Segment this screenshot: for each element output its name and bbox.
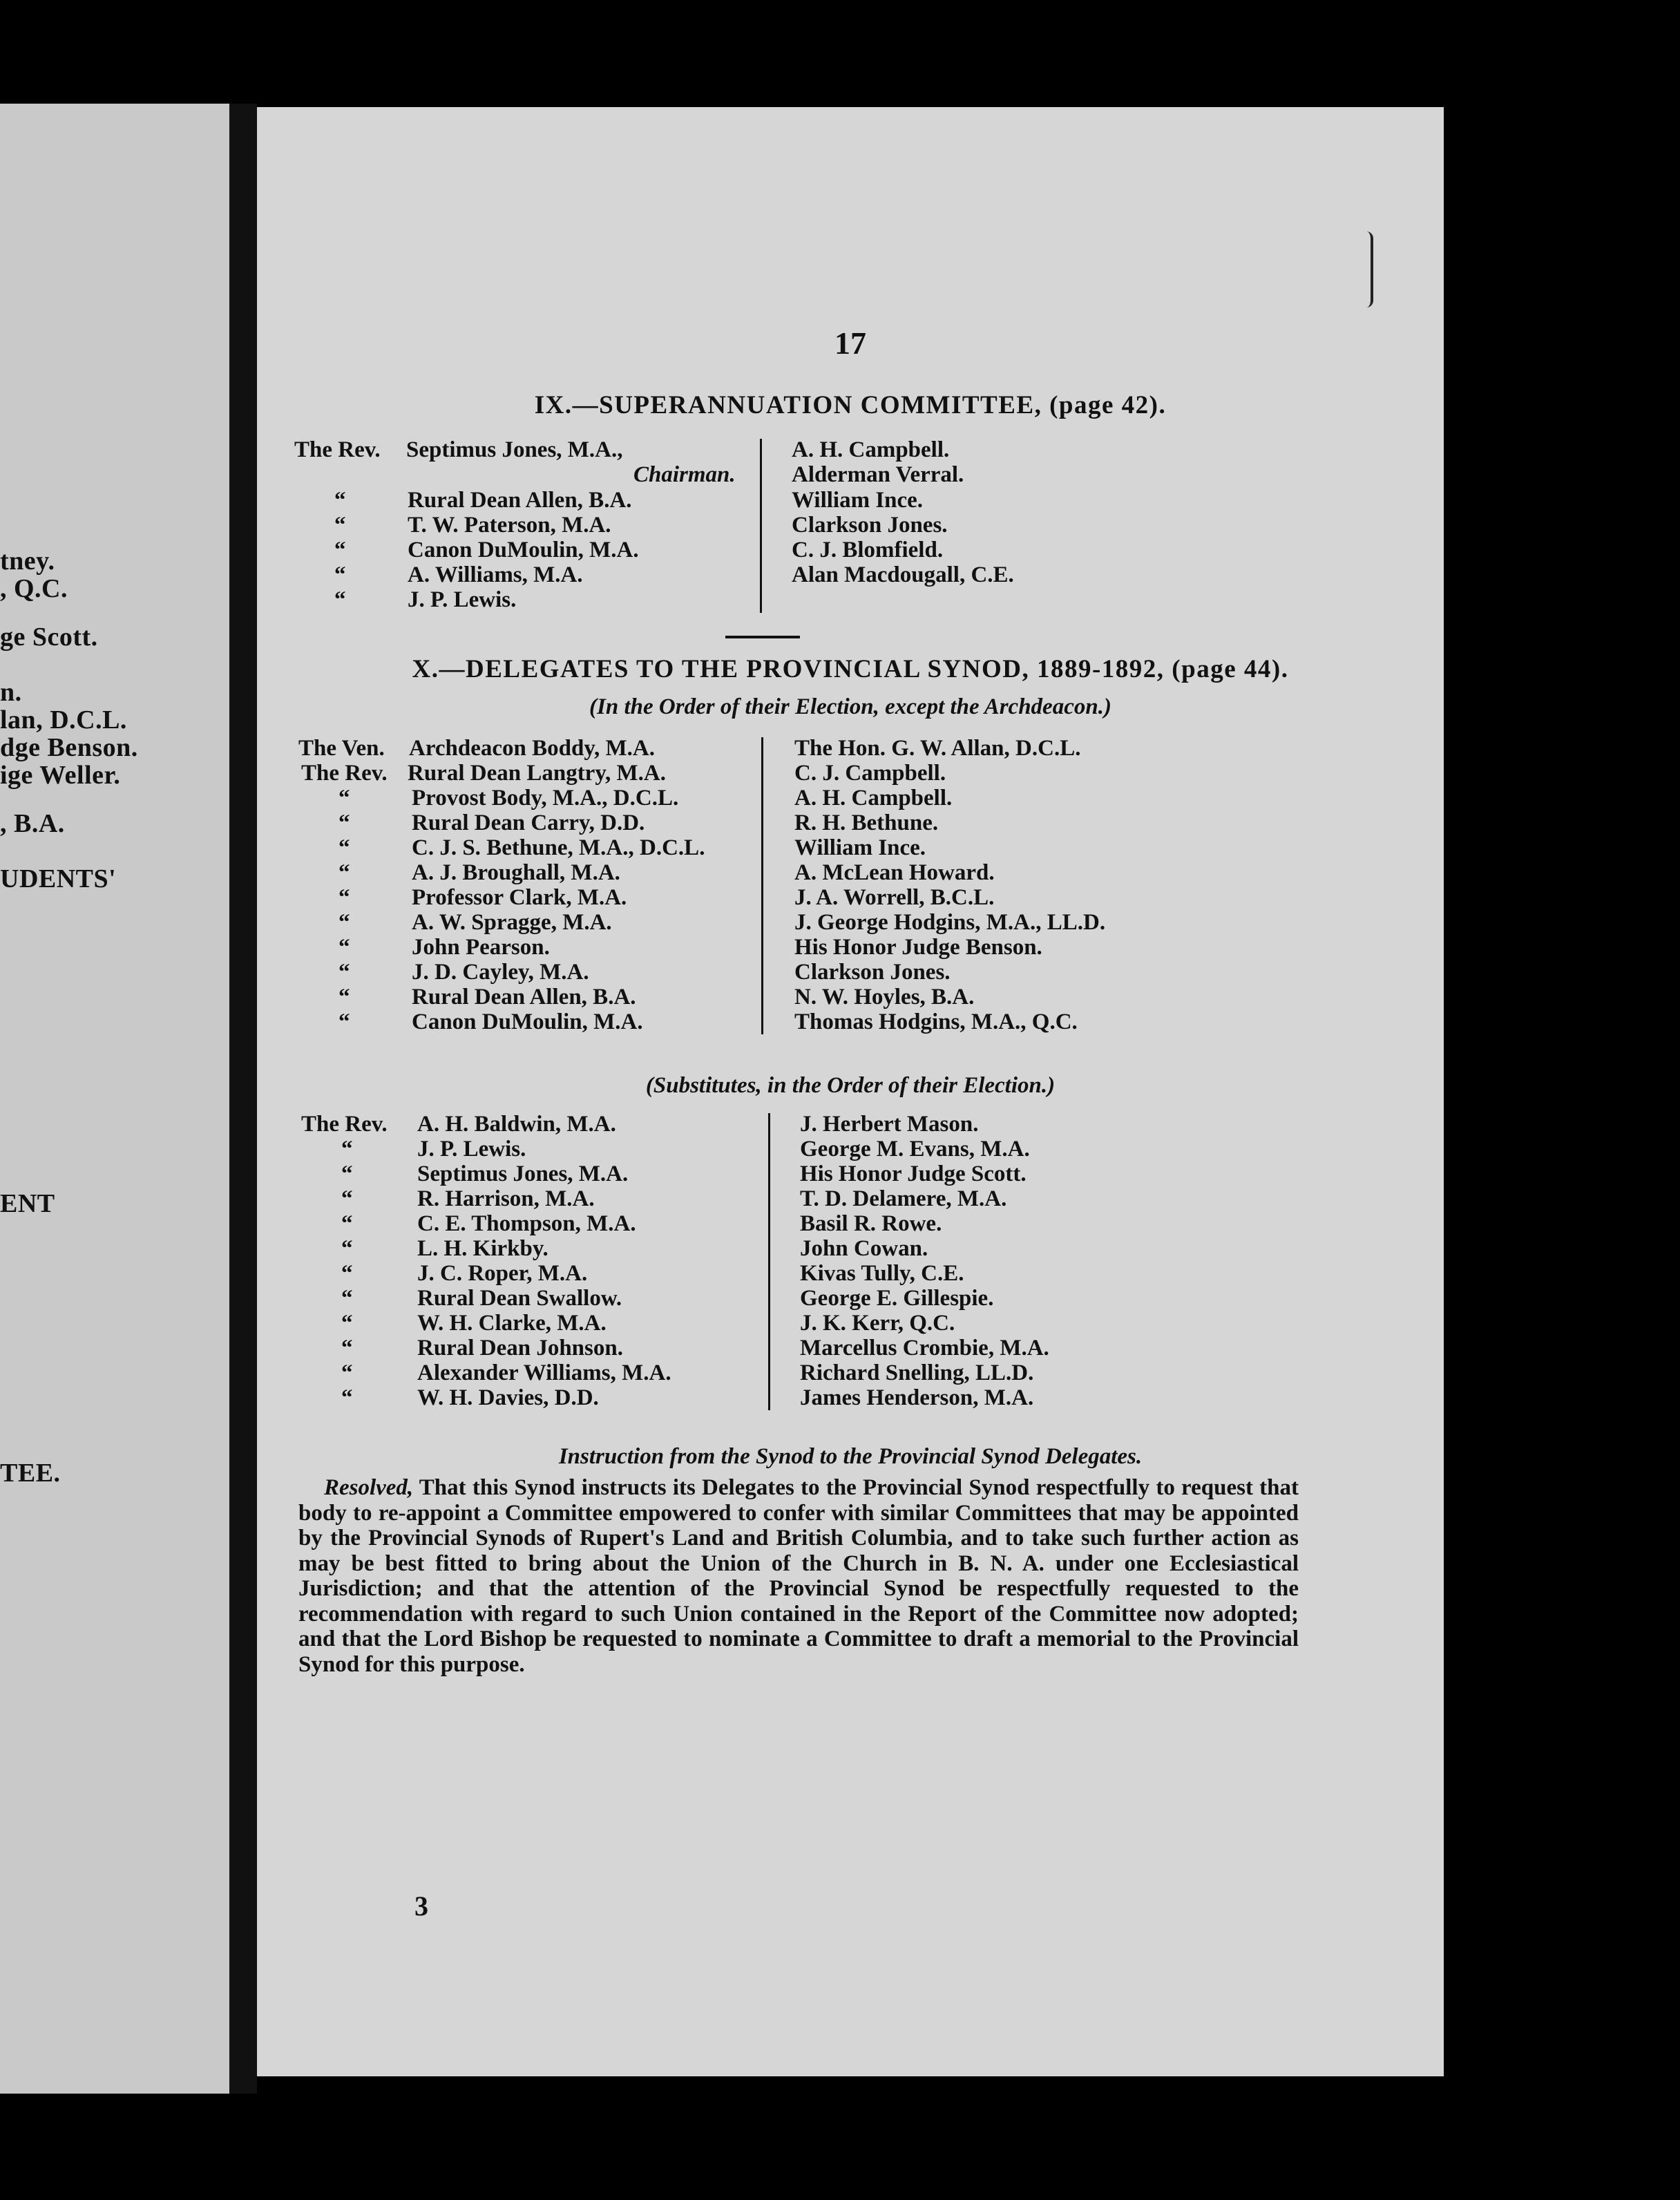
delegates-left-prefix: The Rev.: [301, 761, 388, 786]
substitutes-left-name: J. C. Roper, M.A.: [417, 1261, 588, 1286]
committee-left-prefix: The Rev.: [294, 437, 381, 462]
delegates-left-name: A. J. Broughall, M.A.: [412, 860, 620, 885]
delegates-right-name: Thomas Hodgins, M.A., Q.C.: [794, 1009, 1078, 1034]
signature-mark: 3: [414, 1890, 428, 1922]
substitutes-left-prefix: “: [341, 1137, 353, 1161]
resolved-lead: Resolved,: [323, 1475, 414, 1500]
substitutes-right-name: Richard Snelling, LL.D.: [800, 1360, 1034, 1385]
committee-left-name: J. P. Lewis.: [408, 587, 517, 612]
committee-left-prefix: “: [334, 562, 346, 587]
delegates-left-prefix: “: [338, 910, 350, 935]
delegates-left-prefix: “: [338, 985, 350, 1009]
delegates-left-prefix: “: [338, 810, 350, 835]
delegates-right-name: Clarkson Jones.: [794, 960, 951, 985]
fragment-line: dge Benson.: [0, 733, 138, 762]
delegates-right-name: R. H. Bethune.: [794, 810, 939, 835]
pencil-mark: [1366, 231, 1373, 307]
substitutes-subheading: (Substitutes, in the Order of their Election.): [645, 1073, 1056, 1098]
delegates-right-name: C. J. Campbell.: [794, 761, 946, 786]
substitutes-left-name: A. H. Baldwin, M.A.: [417, 1112, 616, 1137]
substitutes-right-name: J. K. Kerr, Q.C.: [800, 1311, 955, 1336]
committee-right-name: C. J. Blomfield.: [792, 538, 944, 562]
delegates-left-prefix: “: [338, 860, 350, 885]
delegates-left-name: C. J. S. Bethune, M.A., D.C.L.: [412, 835, 705, 860]
delegates-left-prefix: “: [338, 960, 350, 985]
substitutes-left-prefix: “: [341, 1360, 353, 1385]
column-divider: [761, 737, 763, 1034]
fragment-line: , Q.C.: [0, 574, 68, 603]
fragment-line: n.: [0, 678, 22, 707]
committee-left-name: Canon DuMoulin, M.A.: [408, 538, 639, 562]
committee-left-prefix: “: [334, 587, 346, 612]
delegates-left-name: Rural Dean Carry, D.D.: [412, 810, 645, 835]
delegates-left-prefix: “: [338, 835, 350, 860]
committee-right-name: William Ince.: [792, 488, 924, 513]
substitutes-left-prefix: “: [341, 1211, 353, 1236]
substitutes-right-name: Basil R. Rowe.: [800, 1211, 942, 1236]
substitutes-left-name: Septimus Jones, M.A.: [417, 1161, 629, 1186]
document-page: [257, 107, 1444, 2076]
substitutes-right-name: George M. Evans, M.A.: [800, 1137, 1030, 1161]
delegates-left-name: Provost Body, M.A., D.C.L.: [412, 786, 679, 810]
delegates-right-name: N. W. Hoyles, B.A.: [794, 985, 975, 1009]
committee-right-name: A. H. Campbell.: [792, 437, 950, 462]
delegates-left-name: Professor Clark, M.A.: [412, 885, 627, 910]
substitutes-left-prefix: “: [341, 1286, 353, 1311]
substitutes-left-name: R. Harrison, M.A.: [417, 1186, 595, 1211]
fragment-line: , B.A.: [0, 809, 65, 838]
delegates-heading: X.—DELEGATES TO THE PROVINCIAL SYNOD, 1889-1892, (page 44).: [412, 655, 1289, 683]
delegates-left-prefix: The Ven.: [298, 736, 385, 761]
committee-left-prefix: “: [334, 538, 346, 562]
substitutes-left-prefix: “: [341, 1261, 353, 1286]
fragment-line: ige Weller.: [0, 761, 121, 790]
substitutes-right-name: Kivas Tully, C.E.: [800, 1261, 964, 1286]
substitutes-left-name: C. E. Thompson, M.A.: [417, 1211, 636, 1236]
substitutes-left-prefix: The Rev.: [301, 1112, 388, 1137]
section-rule: [725, 636, 800, 638]
substitutes-right-name: Marcellus Crombie, M.A.: [800, 1336, 1049, 1360]
delegates-right-name: William Ince.: [794, 835, 926, 860]
column-divider: [768, 1113, 770, 1410]
substitutes-left-prefix: “: [341, 1161, 353, 1186]
delegates-left-prefix: “: [338, 786, 350, 810]
substitutes-right-name: His Honor Judge Scott.: [800, 1161, 1027, 1186]
page-number: 17: [834, 325, 866, 361]
delegates-left-name: Rural Dean Langtry, M.A.: [408, 761, 666, 786]
committee-left-name: Rural Dean Allen, B.A.: [408, 488, 632, 513]
substitutes-left-prefix: “: [341, 1311, 353, 1336]
delegates-left-prefix: “: [338, 885, 350, 910]
delegates-left-name: J. D. Cayley, M.A.: [412, 960, 589, 985]
substitutes-right-name: John Cowan.: [800, 1236, 928, 1261]
delegates-left-name: Archdeacon Boddy, M.A.: [409, 736, 656, 761]
fragment-line: tney.: [0, 547, 55, 576]
fragment-line: ge Scott.: [0, 623, 98, 652]
delegates-left-prefix: “: [338, 935, 350, 960]
committee-heading: IX.—SUPERANNUATION COMMITTEE, (page 42).: [534, 391, 1167, 419]
substitutes-left-prefix: “: [341, 1236, 353, 1261]
instruction-paragraph: [298, 1475, 1299, 1677]
fragment-line: TEE.: [0, 1459, 61, 1488]
substitutes-left-name: L. H. Kirkby.: [417, 1236, 548, 1261]
instruction-heading: Instruction from the Synod to the Provincial Synod Delegates.: [558, 1444, 1143, 1469]
substitutes-right-name: T. D. Delamere, M.A.: [800, 1186, 1007, 1211]
substitutes-left-prefix: “: [341, 1186, 353, 1211]
column-divider: [760, 439, 762, 613]
committee-right-name: Alderman Verral.: [792, 462, 964, 487]
committee-right-name: Alan Macdougall, C.E.: [792, 562, 1014, 587]
committee-left-name: A. Williams, M.A.: [408, 562, 583, 587]
substitutes-left-name: Rural Dean Johnson.: [417, 1336, 623, 1360]
committee-left-prefix: “: [334, 488, 346, 513]
delegates-right-name: A. H. Campbell.: [794, 786, 953, 810]
committee-chairman-label: Chairman.: [633, 462, 736, 487]
delegates-left-name: John Pearson.: [412, 935, 550, 960]
delegates-right-name: His Honor Judge Benson.: [794, 935, 1042, 960]
substitutes-left-name: Alexander Williams, M.A.: [417, 1360, 671, 1385]
substitutes-right-name: James Henderson, M.A.: [800, 1385, 1034, 1410]
delegates-left-name: Canon DuMoulin, M.A.: [412, 1009, 643, 1034]
delegates-left-name: A. W. Spragge, M.A.: [412, 910, 612, 935]
substitutes-left-name: W. H. Davies, D.D.: [417, 1385, 599, 1410]
delegates-right-name: The Hon. G. W. Allan, D.C.L.: [794, 736, 1081, 761]
delegates-right-name: A. McLean Howard.: [794, 860, 995, 885]
substitutes-left-prefix: “: [341, 1336, 353, 1360]
committee-left-prefix: “: [334, 513, 346, 538]
delegates-left-name: Rural Dean Allen, B.A.: [412, 985, 636, 1009]
delegates-right-name: J. A. Worrell, B.C.L.: [794, 885, 995, 910]
substitutes-left-name: J. P. Lewis.: [417, 1137, 526, 1161]
fragment-line: ENT: [0, 1189, 55, 1218]
fragment-line: UDENTS': [0, 864, 117, 893]
fragment-line: lan, D.C.L.: [0, 705, 127, 734]
previous-page-fragment: [0, 104, 229, 2094]
substitutes-right-name: J. Herbert Mason.: [800, 1112, 979, 1137]
substitutes-left-name: W. H. Clarke, M.A.: [417, 1311, 607, 1336]
substitutes-right-name: George E. Gillespie.: [800, 1286, 994, 1311]
committee-left-name: T. W. Paterson, M.A.: [408, 513, 611, 538]
book-gutter: [229, 104, 257, 2094]
substitutes-left-name: Rural Dean Swallow.: [417, 1286, 622, 1311]
committee-left-name: Septimus Jones, M.A.,: [406, 437, 623, 462]
delegates-subheading: (In the Order of their Election, except the Archdeacon.): [589, 694, 1111, 719]
substitutes-left-prefix: “: [341, 1385, 353, 1410]
committee-right-name: Clarkson Jones.: [792, 513, 948, 538]
delegates-left-prefix: “: [338, 1009, 350, 1034]
instruction-body: That this Synod instructs its Delegates to the Provincial Synod respectfully to request that body to re-appoint a Committee empowered to confer with similar Committees that may be appointed by the Provincial Synods of Rupert's Land and British Columbia, and to take such further action as may be best fitted to bring about the Union of the Church in B. N. A. under one Ecclesiastical Jurisdiction; and that the attention of the Provincial Synod be respectfully requested to the recommendation with regard to such Union contained in the Report of the Committee now adopted; and that the Lord Bishop be requested to nominate a Committee to draft a memorial to the Provincial Synod for this purpose.: [298, 1475, 1299, 1677]
delegates-right-name: J. George Hodgins, M.A., LL.D.: [794, 910, 1106, 935]
